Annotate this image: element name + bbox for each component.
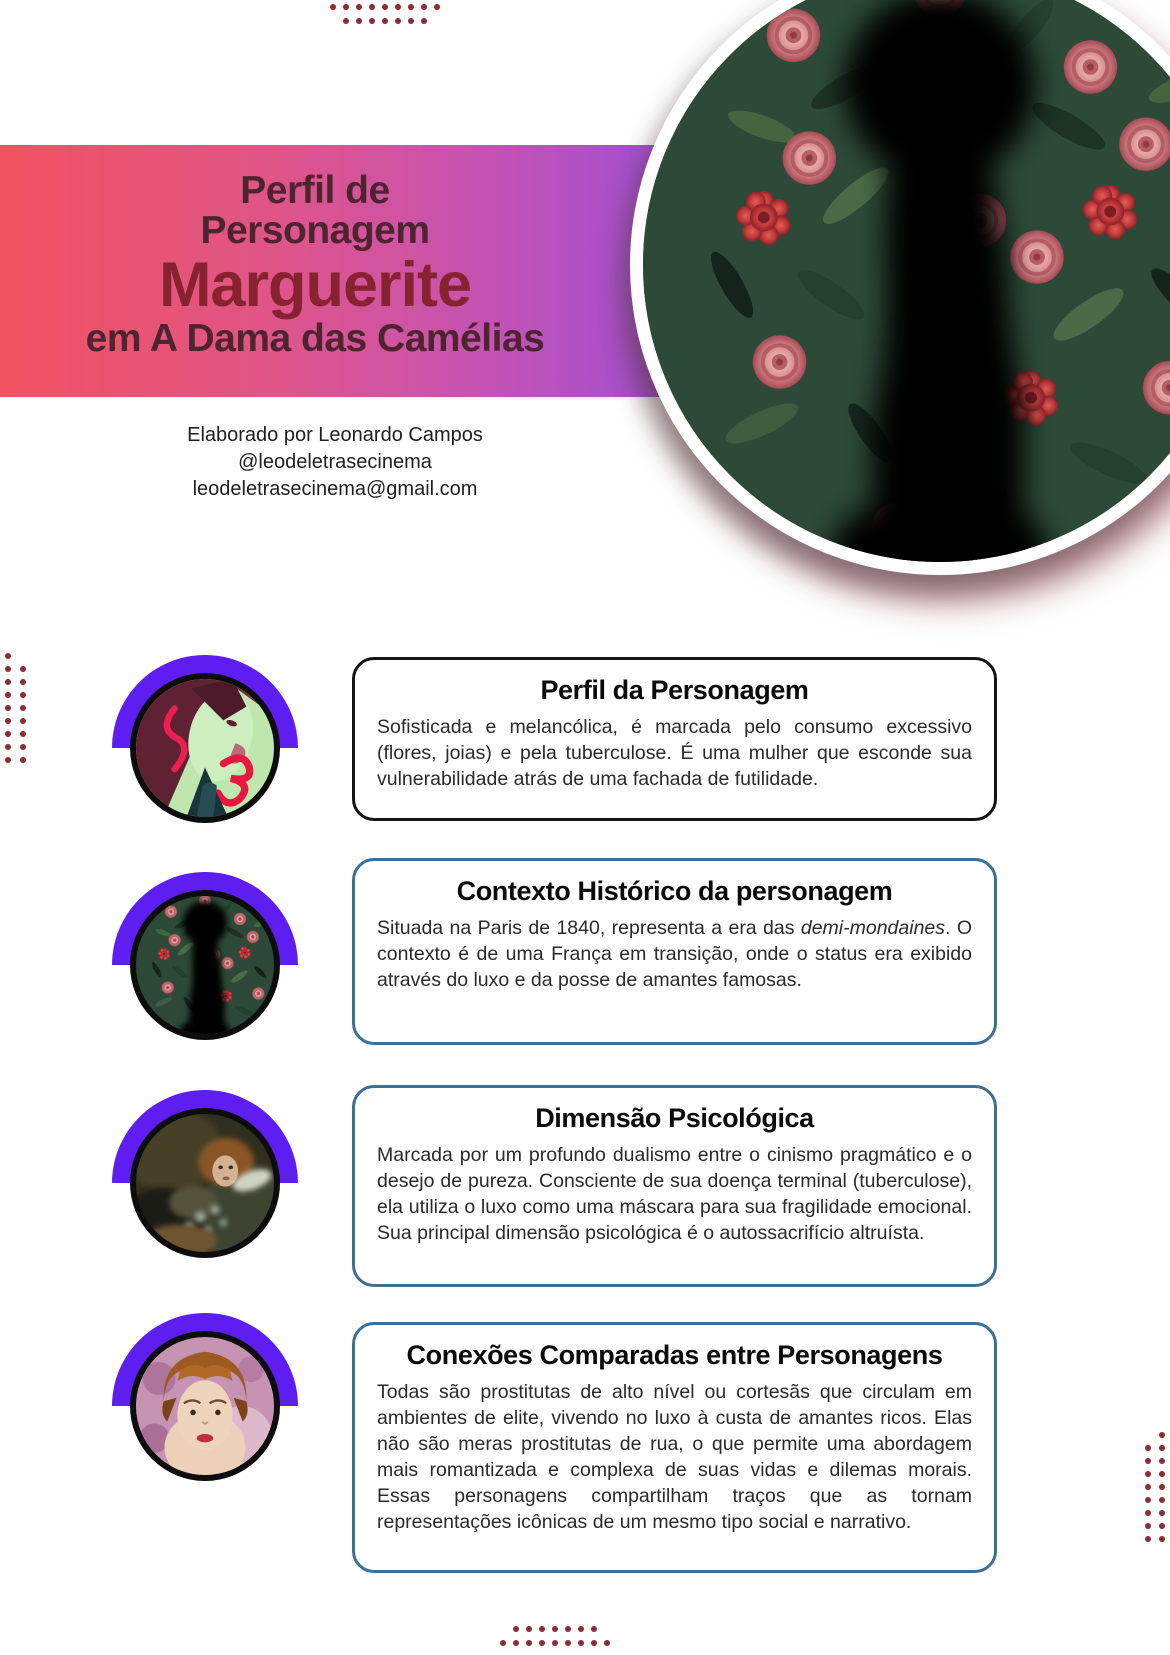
section-avatar-contexto xyxy=(112,872,298,1042)
section-avatar-conexoes xyxy=(112,1313,298,1483)
section-title: Perfil da Personagem xyxy=(540,675,809,705)
hero-image-floral-silhouette xyxy=(630,0,1170,575)
section-card-contexto xyxy=(352,858,997,1045)
decorative-dots-top-row2 xyxy=(343,18,427,24)
decorative-dots-right-col1 xyxy=(1145,1445,1151,1542)
section-body: Situada na Paris de 1840, representa a era das demi-mondaines. O contexto é de uma França em transição, onde o status era exibido através do luxo e da posse de amantes famosas. xyxy=(377,917,972,991)
title-block xyxy=(0,171,630,360)
section-body: Marcada por um profundo dualismo entre o cinismo pragmático e o desejo de pureza. Consciente de sua doença terminal (tuberculose), ela utiliza o luxo como uma máscara para sua fragilidade emocional. Sua principal dimensão psicológica é o autossacrifício altruísta. xyxy=(377,1144,972,1244)
author-handle: @leodeletrasecinema xyxy=(238,450,432,473)
author-email: leodeletrasecinema@gmail.com xyxy=(192,477,478,500)
section-title: Contexto Histórico da personagem xyxy=(456,876,893,906)
section-body: Todas são prostitutas de alto nível ou cortesãs que circulam em ambientes de elite, vivendo no luxo à custa de amantes ricos. Elas não são meras prostitutas de rua, o que permite uma abordagem mais romantizada e complexa de suas vidas e dilemas morais. Essas personagens compartilham traços que as tornam representações icônicas de um mesmo tipo social e narrativo. xyxy=(377,1381,972,1533)
title-line-2: Personagem xyxy=(200,209,430,253)
avatar-photo-woman-portrait xyxy=(130,1331,280,1481)
section-card-conexoes xyxy=(352,1322,997,1573)
decorative-dots-bottom-row1 xyxy=(513,1626,597,1632)
decorative-dots-left-col1 xyxy=(5,653,11,763)
section-card-perfil xyxy=(352,657,997,821)
hero-floral-art xyxy=(643,0,1170,562)
author-credit: Elaborado por Leonardo Campos xyxy=(187,424,483,446)
decorative-dots-left-col2 xyxy=(20,666,26,763)
decorative-dots-top-row1 xyxy=(330,4,440,10)
section-avatar-perfil xyxy=(112,655,298,825)
section-card-dimensao xyxy=(352,1085,997,1287)
character-name: Marguerite xyxy=(158,250,472,321)
section-title: Dimensão Psicológica xyxy=(535,1103,814,1133)
section-body: Sofisticada e melancólica, é marcada pelo consumo excessivo (flores, joias) e pela tuberculose. É uma mulher que esconde sua vulnerabilidade atrás de uma fachada de futilidade. xyxy=(377,716,972,790)
avatar-photo-floral-silhouette xyxy=(130,890,280,1040)
decorative-dots-bottom-row2 xyxy=(500,1640,610,1646)
avatar-photo-classical-painting xyxy=(130,1108,280,1258)
decorative-dots-right-col2 xyxy=(1159,1432,1165,1542)
title-line-1: Perfil de xyxy=(240,169,390,212)
italic-term: demi-mondaines xyxy=(800,917,946,939)
section-title: Conexões Comparadas entre Personagens xyxy=(406,1340,943,1370)
author-block xyxy=(60,422,610,502)
title-banner xyxy=(0,145,700,397)
avatar-photo-stylized-portrait xyxy=(130,673,280,823)
section-avatar-dimensao xyxy=(112,1090,298,1260)
title-subtitle: em A Dama das Camélias xyxy=(85,317,545,361)
